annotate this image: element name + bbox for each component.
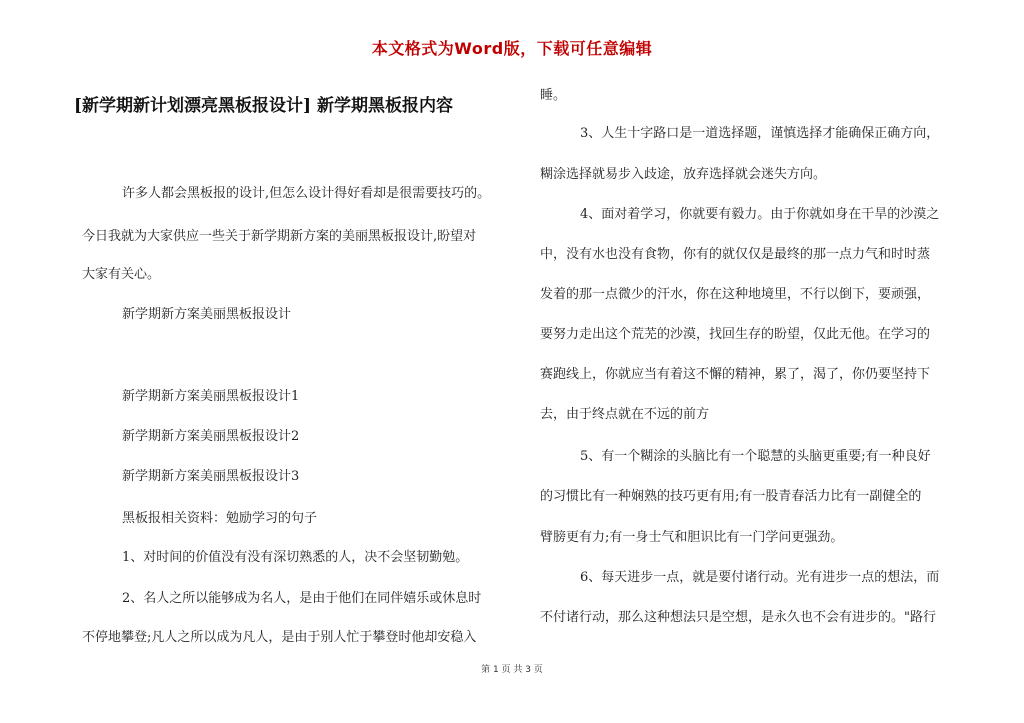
section-heading: 黑板报相关资料：勉励学习的句子 bbox=[122, 511, 318, 526]
paragraph-line: 的习惯比有一种娴熟的技巧更有用;有一股青春活力比有一副健全的 bbox=[540, 489, 922, 504]
page-number: 第 1 页 共 3 页 bbox=[481, 665, 543, 675]
paragraph-line: 1、对时间的价值没有没有深切熟悉的人，决不会坚韧勤勉。 bbox=[122, 550, 469, 565]
document-title: [新学期新计划漂亮黑板报设计] 新学期黑板报内容 bbox=[74, 96, 454, 116]
section-heading: 新学期新方案美丽黑板报设计 bbox=[122, 307, 292, 322]
list-item: 新学期新方案美丽黑板报设计1 bbox=[122, 389, 300, 404]
paragraph-line: 要努力走出这个荒芜的沙漠，找回生存的盼望，仅此无他。在学习的 bbox=[540, 327, 931, 342]
paragraph-line: 中，没有水也没有食物，你有的就仅仅是最终的那一点力气和时时蒸 bbox=[540, 247, 931, 262]
list-item: 新学期新方案美丽黑板报设计2 bbox=[122, 429, 300, 444]
paragraph-line: 糊涂选择就易步入歧途，放弃选择就会迷失方向。 bbox=[540, 167, 827, 182]
paragraph-line: 不停地攀登;凡人之所以成为凡人，是由于别人忙于攀登时他却安稳入 bbox=[82, 630, 477, 645]
paragraph-line: 臂膀更有力;有一身士气和胆识比有一门学问更强劲。 bbox=[540, 530, 844, 545]
paragraph-line: 不付诸行动，那么这种想法只是空想，是永久也不会有进步的。"路行 bbox=[540, 610, 936, 625]
paragraph-line: 今日我就为大家供应一些关于新学期新方案的美丽黑板报设计,盼望对 bbox=[82, 229, 477, 244]
format-notice-banner: 本文格式为Word版，下载可任意编辑 bbox=[371, 39, 653, 58]
paragraph-line: 2、名人之所以能够成为名人，是由于他们在同伴嬉乐或休息时 bbox=[122, 591, 482, 606]
paragraph-line: 大家有关心。 bbox=[82, 267, 161, 282]
list-item: 新学期新方案美丽黑板报设计3 bbox=[122, 469, 300, 484]
paragraph-line: 5、有一个糊涂的头脑比有一个聪慧的头脑更重要;有一种良好 bbox=[580, 449, 931, 464]
paragraph-line: 睡。 bbox=[540, 88, 567, 103]
paragraph-line: 3、人生十字路口是一道选择题，谨慎选择才能确保正确方向， bbox=[580, 126, 940, 141]
paragraph-line: 4、面对着学习，你就要有毅力。由于你就如身在干旱的沙漠之 bbox=[580, 207, 940, 222]
paragraph-line: 6、每天进步一点，就是要付诸行动。光有进步一点的想法，而 bbox=[580, 570, 940, 585]
paragraph-line: 赛跑线上，你就应当有着这不懈的精神，累了，渴了，你仍要坚持下 bbox=[540, 367, 931, 382]
paragraph-line: 发着的那一点微少的汗水，你在这种地境里，不行以倒下，要顽强， bbox=[540, 287, 931, 302]
paragraph-line: 许多人都会黑板报的设计,但怎么设计得好看却是很需要技巧的。 bbox=[122, 186, 491, 201]
paragraph-line: 去，由于终点就在不远的前方 bbox=[540, 407, 710, 422]
